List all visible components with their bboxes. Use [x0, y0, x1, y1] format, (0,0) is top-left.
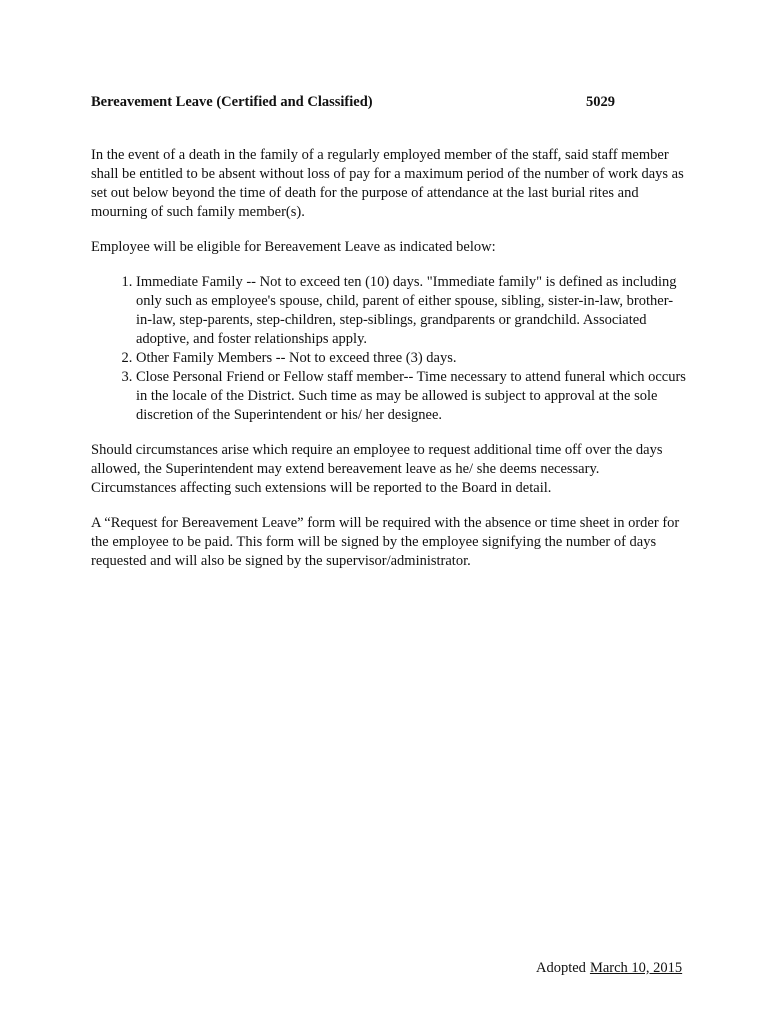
request-form-paragraph: A “Request for Bereavement Leave” form will be required with the absence or time sheet in order for the employee to be paid. This form will be signed by the employee signifying the number of days requested and will also be signed by the supervisor/administrator. — [91, 515, 680, 569]
policy-number: 5029 — [586, 94, 615, 110]
adopted-date: March 10, 2015 — [589, 960, 683, 976]
extension-paragraph: Should circumstances arise which require an employee to request additional time off over the days allowed, the Superintendent may extend bereavement leave as he/ she deems necessary. Circumstances affecting such extensions will be reported to the Board in detail. — [91, 442, 663, 496]
adoption-footer — [536, 960, 682, 977]
bereavement-leave-list — [91, 273, 687, 425]
list-item-immediate-family: 1. Immediate Family -- Not to exceed ten (10) days. "Immediate family" is defined as including only such as employee's spouse, child, parent of either spouse, sibling, sister-in-law, brother-in-law, step-parents, step-children, step-siblings, grandparents or grandchild. Associated adoptive, and foster relationships apply. — [136, 273, 687, 349]
document-body — [91, 146, 687, 587]
document-title: Bereavement Leave (Certified and Classified) — [91, 94, 373, 110]
list-item-other-family: 2. Other Family Members -- Not to exceed three (3) days. — [136, 349, 687, 368]
adopted-label: Adopted — [536, 960, 586, 976]
list-item-close-friend: 3. Close Personal Friend or Fellow staff member-- Time necessary to attend funeral which occurs in the locale of the District. Such time as may be allowed is subject to approval at the sole discretion of the Superintendent or his/ her designee. — [136, 368, 687, 425]
intro-paragraph: In the event of a death in the family of a regularly employed member of the staff, said staff member shall be entitled to be absent without loss of pay for a maximum period of the number of work days as set out below beyond the time of death for the purpose of attendance at the last burial rites and mourning of such family member(s). — [91, 147, 684, 220]
eligibility-paragraph: Employee will be eligible for Bereavement Leave as indicated below: — [91, 239, 496, 255]
